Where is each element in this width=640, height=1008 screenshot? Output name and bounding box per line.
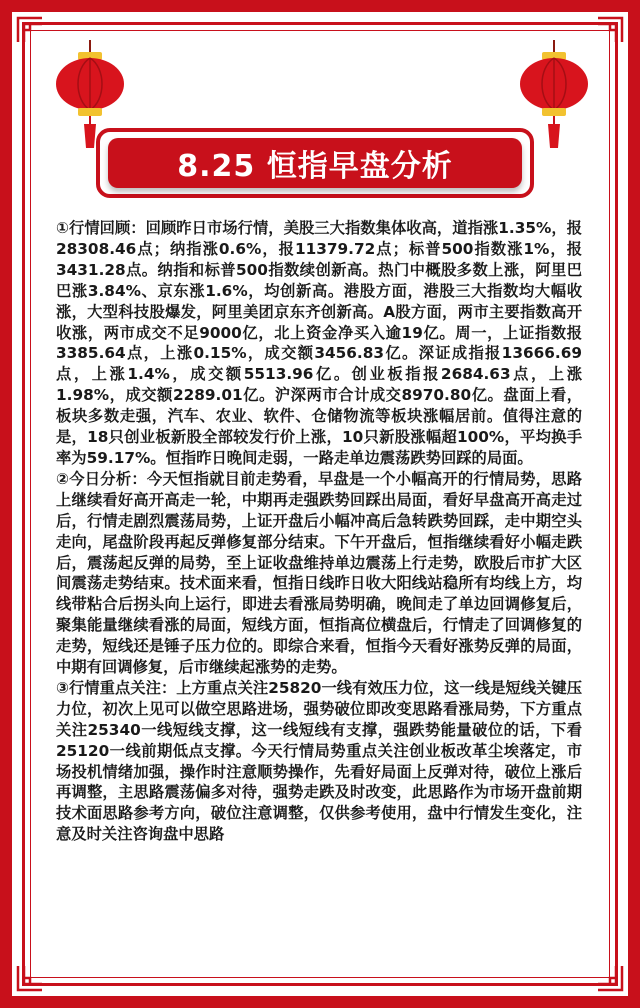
section-market-review: ①行情回顾：回顾昨日市场行情，美股三大指数集体收高，道指涨1.35%，报28308.46点；纳指涨0.6%，报11379.72点；标普500指数涨1%，报3431.28点。纳指和标普500指数续创新高。热门中概股多数上涨，阿里巴巴涨3.84%、京东涨1.6%，均创新高。港股方面，港股三大指数均大幅收涨，大型科技股爆发，阿里美团京东齐创新高。A股方面，两市主要指数高开收涨，两市成交不足9000亿，北上资金净买入逾19亿。周一，上证指数报3385.64点，上涨0.15%，成交额3456.83亿。深证成指报13666.69点，上涨1.4%，成交额5513.96亿。创业板指报2684.63点，上涨1.98%，成交额2289.01亿。沪深两市合计成交8970.80亿。盘面上看，板块多数走强，汽车、农业、软件、仓储物流等板块涨幅居前。值得注意的是，18只创业板新股全部较发行价上涨，10只新股涨幅超100%，平均换手率为59.17%。恒指昨日晚间走弱，一路走单边震荡跌势回踩的局面。 (56, 219, 582, 467)
corner-ornament-icon (16, 964, 44, 992)
title-pill (108, 138, 522, 188)
corner-ornament-icon (596, 964, 624, 992)
corner-ornament-icon (16, 16, 44, 44)
article-body (56, 218, 582, 845)
corner-ornament-icon (596, 16, 624, 44)
section-today-analysis: ②今日分析：今天恒指就目前走势看，早盘是一个小幅高开的行情局势，思路上继续看好高开高走一轮，中期再走强跌势回踩出局面，看好早盘高开高走过后，行情走剧烈震荡局势，上证开盘后小幅冲高后急转跌势回踩，走中期空头走向，尾盘阶段再起反弹修复部分结束。下午开盘后，恒指继续看好小幅走跌后，震荡起反弹的局势，至上证收盘维持单边震荡上行走势，欧股后市扩大区间震荡走势结束。技术面来看，恒指日线昨日收大阳线站稳所有均线上方，均线带粘合后拐头向上运行，即进去看涨局势明确，晚间走了单边回调修复后，聚集能量继续看涨的局面，短线方面，恒指高位横盘后，行情走了回调修复的走势，短线还是锤子压力位的。即综合来看，恒指今天看好涨势反弹的局面，中期有回调修复，后市继续起涨势的走势。 (56, 469, 582, 677)
title-banner (96, 128, 534, 198)
page-title: 8.25 恒指早盘分析 (177, 149, 453, 184)
section-key-levels: ③行情重点关注：上方重点关注25820一线有效压力位，这一线是短线关键压力位，初次上见可以做空思路进场，强势破位即改变思路看涨局势，下方重点关注25340一线短线支撑，这一线短线有支撑，强跌势能量破位的话，下看25120一线前期低点支撑。今天行情局势重点关注创业板改革尘埃落定，市场投机情绪加强，操作时注意顺势操作，先看好局面上反弹对待，破位上涨后再调整，主思路震荡偏多对待，强势走跌及时改变，此思路作为市场开盘前期技术面思路参考方向，破位注意调整，仅供参考使用，盘中行情发生变化，注意及时关注咨询盘中思路 (56, 678, 582, 844)
